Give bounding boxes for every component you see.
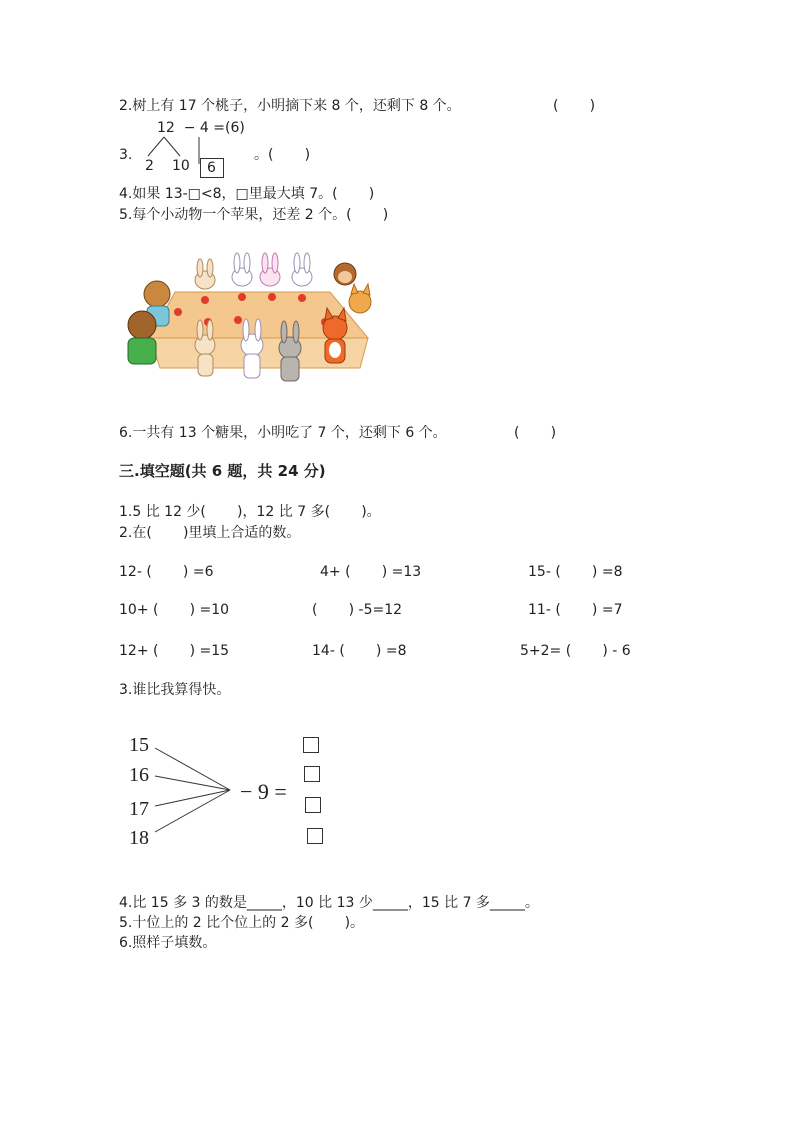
fan-number: 17 <box>129 798 149 820</box>
grid-cell[interactable]: ( ) -5=12 <box>312 602 403 618</box>
grid-cell[interactable]: 4+ ( ) =13 <box>320 564 422 580</box>
animals-table-illustration <box>120 250 382 390</box>
fan-lines <box>150 740 250 840</box>
question-2-text: 2.树上有 17 个桃子，小明摘下来 8 个，还剩下 8 个。 <box>119 98 461 114</box>
answer-box[interactable] <box>305 797 321 813</box>
fill-question-2: 2.在( )里填上合适的数。 <box>119 525 301 541</box>
fan-number: 16 <box>129 764 149 786</box>
answer-box[interactable] <box>304 766 320 782</box>
answer-box[interactable] <box>303 737 319 753</box>
q3-split-left: 2 <box>145 158 154 174</box>
fill-question-3: 3.谁比我算得快。 <box>119 682 231 698</box>
grid-cell[interactable]: 10+ ( ) =10 <box>119 602 230 618</box>
answer-box[interactable] <box>307 828 323 844</box>
fill-question-1: 1.5 比 12 少( )，12 比 7 多( )。 <box>119 504 381 520</box>
q3-answer-box <box>200 158 224 178</box>
q3-equation: 12 − 4 =(6) <box>157 120 245 136</box>
question-2-answer-paren[interactable]: ( ) <box>553 98 596 114</box>
grid-cell[interactable]: 14- ( ) =8 <box>312 643 407 659</box>
question-6-answer-paren[interactable]: ( ) <box>514 425 557 441</box>
question-6-text: 6.一共有 13 个糖果，小明吃了 7 个，还剩下 6 个。 <box>119 425 447 441</box>
q3-split-mid: 10 <box>172 158 190 174</box>
q3-box-value: 6 <box>207 160 216 176</box>
grid-cell[interactable]: 11- ( ) =7 <box>528 602 623 618</box>
grid-cell[interactable]: 12- ( ) =6 <box>119 564 214 580</box>
grid-cell[interactable]: 15- ( ) =8 <box>528 564 623 580</box>
fan-number: 15 <box>129 734 149 756</box>
grid-cell[interactable]: 5+2= ( ) - 6 <box>520 643 631 659</box>
fill-question-6: 6.照样子填数。 <box>119 935 217 951</box>
fan-number: 18 <box>129 827 149 849</box>
question-4-text: 4.如果 13-□<8，□里最大填 7。( ) <box>119 186 375 202</box>
fill-question-4: 4.比 15 多 3 的数是_____，10 比 13 少_____，15 比 7 多_____。 <box>119 895 539 911</box>
fan-operation: − 9 = <box>240 779 287 804</box>
question-5-text: 5.每个小动物一个苹果，还差 2 个。( ) <box>119 207 389 223</box>
grid-cell[interactable]: 12+ ( ) =15 <box>119 643 230 659</box>
fill-question-5: 5.十位上的 2 比个位上的 2 多( )。 <box>119 915 365 931</box>
q3-number: 3. <box>119 147 133 163</box>
q3-tail-paren[interactable]: 。( ) <box>254 147 311 163</box>
section-3-title: 三.填空题(共 6 题，共 24 分) <box>119 462 326 480</box>
